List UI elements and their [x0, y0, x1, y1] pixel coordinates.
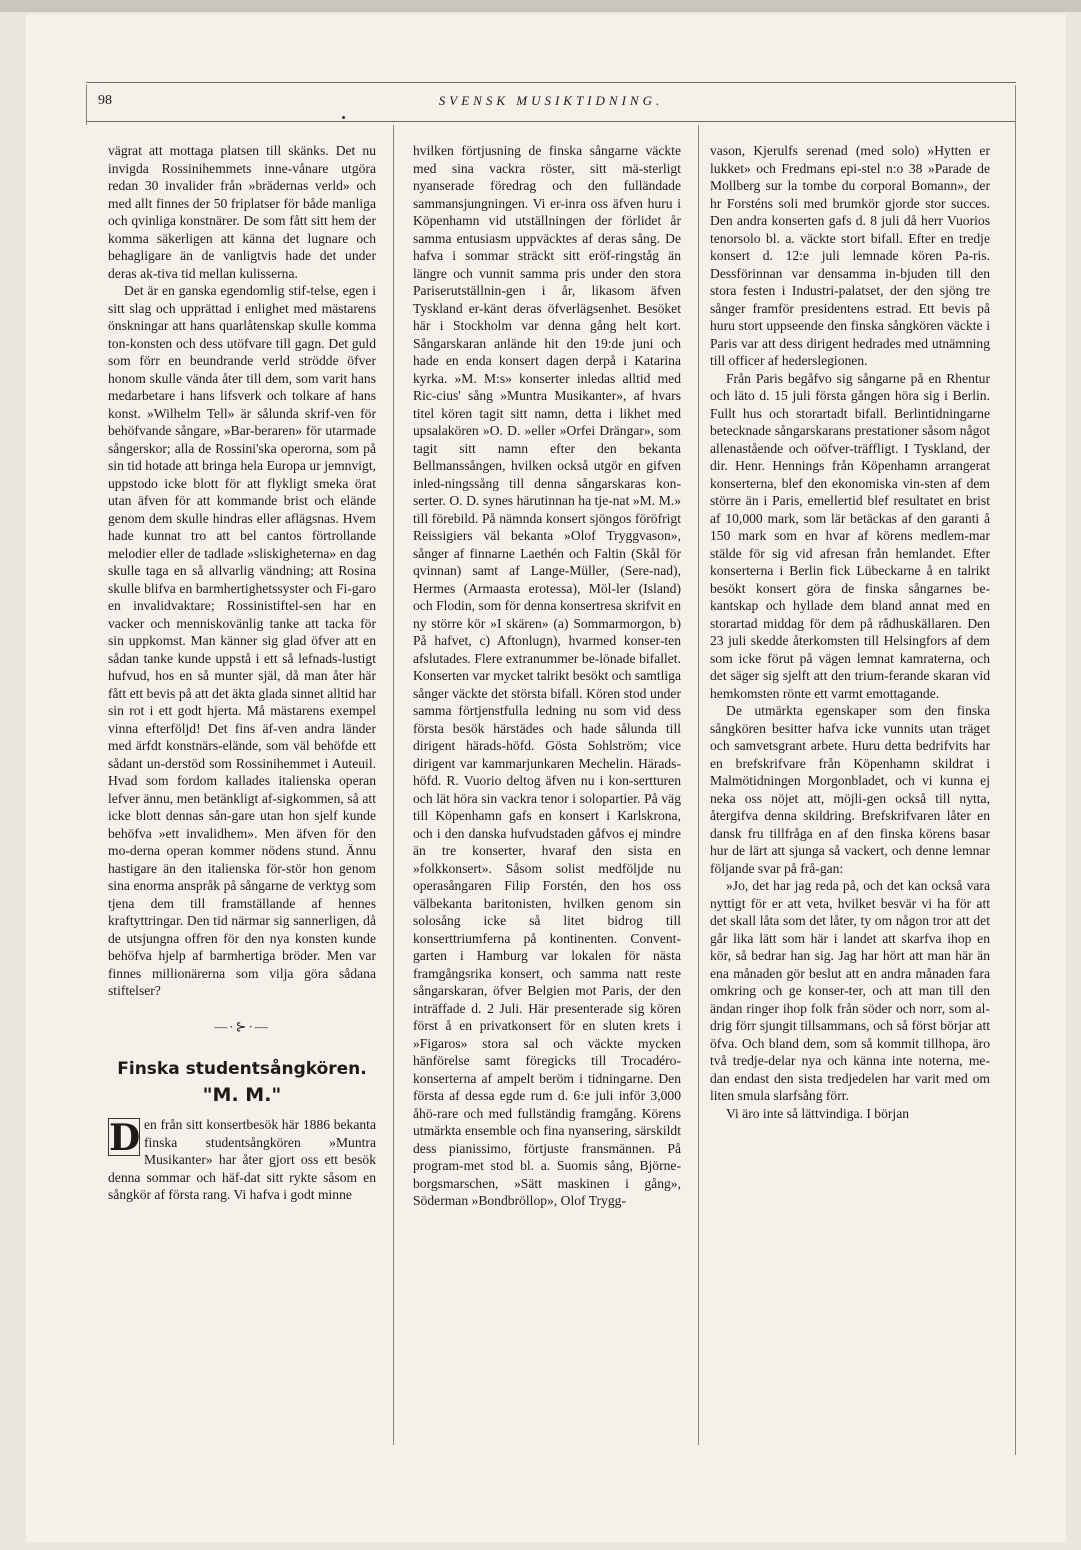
column-divider-1	[393, 125, 394, 1445]
paragraph: Vi äro inte så lättvindiga. I början	[726, 1105, 910, 1121]
column-2	[413, 142, 681, 1432]
drop-cap: D	[109, 1117, 141, 1159]
scan-top-band	[0, 0, 1081, 12]
paragraph: Det är en ganska egendomlig stif-telse, egen i sitt slag och upprättad i enlighet med mästarens önskningar att hans quarlåtenskap skulle komma ton-konsten och dess utöfvare till gagn. Det guld som förr en beundrande verld strödde öfver honom skulle vända åter till dem, som varit hans medarbetare i hans lifsverk och tolkare af hans konst. »Wilhelm Tell» är sålunda skrif-ven för behöfvande sångare, »Bar-beraren» för utarmade sångerskor; alla de Rossini'ska operorna, som på sin tid hotade att bringa hela Europa ur jemnvigt, uppstodo icke blott för att flykligt smeka örat utan äfven för att kommande brist och elände genom dem skulle hindras eller aflägsnas. Hvem hade kunnat tro att bel cantos förtrollande melodier eller de tadlade »sliskigheterna» en dag skulle taga en så allvarlig vändning; att Rosina skulle blifva en barmhertighetssyster och Fi-garo en invalidvaktare; Rossinistiftel-sen har en vacker och menniskovänlig tanke att tacka för sin uppkomst. Man känner sig glad öfver att en sådan tanke kunde uppstå i ett så lefnads-lustigt hufvud, hos en så munter själ, då man åter här fått ett bevis på att det äkta glada sinnet alltid har sin rot i ett godt hjerta. Må mästarens exempel vinna efterföljd! Det fins äf-ven andra länder med ärfdt konstnärs-elände, som väl behöfde ett sådant un-derstöd som Rossinihemmet i Auteuil. Hvad som fordom kallades italienska operan lefver ännu, men betänkligt af-sigkommen, så att icke blott dennas sån-gare utan hon sjelf kunde behöfva »ett invalidhem». Men äfven för den mo-derna operan kommer nödens stund. Ännu hastigare än den italienska för-stör hon genom sina enorma anspråk på sångarne de verktyg som tjena dem till framställande af hennes kraftyttringar. Den tid närmar sig sannerligen, då de utsjungna offren för den nya konsten kunde behöfva hjelp af barmhertiga bröder. Men var finnes millionärerna som vilja göra sådana stiftelser?	[108, 283, 376, 998]
paragraph: vason, Kjerulfs serenad (med solo) »Hytten er lukket» och Fredmans epi-stel n:o 38 »Parade de Mollberg sur la tombe du corporal Bomann», der hr Forsténs soli med brumkör gjorde stor succes. Den andra konserten gafs d. 8 juli då herr Vuorios tenorsolo bl. a. väckte stort bifall. Efter en tredje konsert d. 12:e juli lemnade kören Pa-ris. Dessförinnan var densamma in-bjuden till den stora festen i Industri-palatset, der den sjöng tre sånger framför presidentens estrad. Ett bevis på huru stort uppseende den finska sångkören väckte i Paris var att dess dirigent hedrades med utnämning till officer af hederslegionen.	[710, 143, 990, 368]
page-number: 98	[98, 93, 112, 108]
paragraph: De utmärkta egenskaper som den finska sångkören besitter hafva icke vunnits utan träget och samvetsgrant arbete. Huru detta bedrifvits har en brefskrifvare från Köpenhamn skildrat i Malmötidningen Morgonbladet, och vi kunna ej neka oss nöjet att, möjli-gen också till nytta, återgifva denna skildring. Brefskrifvaren låter en dansk fru tillfråga en af den finska körens basar hur de lärt att sjunga så vackert, och denne lemnar följande svar på frå-gan:	[710, 703, 990, 876]
article-subtitle: "M. M."	[202, 1083, 282, 1106]
left-border	[86, 85, 87, 125]
column-1	[108, 142, 376, 1442]
page-header	[86, 82, 1016, 123]
running-title: SVENSK MUSIKTIDNING.	[438, 93, 664, 108]
column-3	[710, 142, 990, 1432]
paragraph: Från Paris begåfvo sig sångarne på en Rhentur och läto d. 15 juli första gången höra sig i Berlin. Fullt hus och storartadt bifall. Berlintidningarne betecknade sångarskarans prestationer såsom något allenastående och oöfver-träffligt. I Tyskland, der dir. Henr. Hennings från Köpenhamn arrangerat konserterna, blef den ekonomiska vin-sten af dem större än i Paris, emellertid blef resultatet en brist af 10,000 mark, som lär betäckas af den garanti å 150 mark som en hvar af körens medlem-mar stälde för sig vid afresan från hemlandet. Efter konserterna i Berlin fick Lübeckarne å en talrikt besökt konsert göra de finska sångarnes be-kantskap och hyllade dem bland annat med en storartad middag för dem på rådhuskällaren. Den 23 juli skedde återkomsten till Helsingfors af dem som icke förut på vägen lemnat kamraterna, och det säger sig sjelft att den trium-ferande skaran vid hemkomsten rönte ett varmt emottagande.	[710, 370, 990, 701]
paragraph: »Jo, det har jag reda på, och det kan också vara nyttigt för er att veta, hvilket besvär vi ha för att det skall låta som det låter, ty om någon tror att det går lika lätt som här i landet att skarfva ihop en kör, så bedrar han sig. Jag har hört att man här än ena månaden gör beslut att en andra månaden fara omkring och ge konser-ter, och att man till den ändan ringer ihop folk från söder och norr, som al-drig förr sjungit tillsammans, och så först börjar att öfva. Och bland dem, som så kommit tillhopa, äro två tredje-delar nya och känna inte noterna, me-dan endast den sista tredjedelen har varit med om liten smula slarfsång förr.	[710, 878, 990, 1103]
header-dot	[342, 116, 345, 119]
right-border	[1015, 85, 1016, 1455]
article-opening-paragraph	[108, 1116, 376, 1204]
column-divider-2	[698, 125, 699, 1445]
article-title: Finska studentsångkören.	[117, 1059, 367, 1079]
paragraph: vägrat att mottaga platsen till skänks. Det nu invigda Rossinihemmets inne-vånare utgöra redan 30 invalider från »brädernas verld» och med allt finnes der 50 friplatser för både manliga och qvinliga konstnärer. De som fått sitt hem der komma säkerligen att känna det lugnare och behagligare än de vanligtvis hade det under deras ak-tiva tid mellan kulisserna.	[108, 143, 376, 281]
paragraph: hvilken förtjusning de finska sångarne väckte med sina vackra röster, sitt mä-sterligt nyanserade föredrag och den fulländade sammansjungningen. Vi er-inra oss äfven huru i Köpenhamn vid utställningen der förlidet år samma entusiasm uppväcktes af deras sång. De hafva i sommar sträckt sitt eröf-ringståg än längre och vunnit samma pris under den stora Pariserutställnin-gen i år, likasom äfven Tyskland er-känt deras öfverlägsenhet. Besöket här i Stockholm var denna gång helt kort. Sångarskaran anlände hit den 19:de juni och hade en enda konsert dagen derpå i Katarina kyrka. »M. M:s» konserter inledas alltid med Ric-cius' sång »Muntra Musikanter», af hvars titel kören tagit sitt namn, detta i likhet med upsalakören »O. D. »eller »Orfei Drängar», som tagit sitt namn efter den bekanta Bellmanssången, hvilken också utgör en gifven inled-ningssång till denna sångarskaras kon-serter. O. D. synes härutinnan ha tje-nat »M. M.» till förebild. På nämnda konsert sjöngos föröfrigt Reissigiers väl bekanta »Olof Tryggvason», sånger af finnarne Laethén och Faltin (Skål för qvinnan) samt af Lange-Müller, (Sere-nad), Hermes (Armaasta erotessa), Möl-ler (Island) och Flodin, som för denna konsertresa skrifvit en ny större kör »I skären» (a) Sommarmorgon, b) På hafvet, c) Aftonlugn), hvarmed konser-ten afslutades. Flere extranummer be-lönade bifallet. Konserten var mycket talrikt besökt och samtliga sånger väckte det största bifall. Kören stod under samma förtjenstfulla ledning nu som vid dess första besök härstädes och hade sålunda till dirigent härads-höfd. Gösta Sohlström; vice dirigent var kammarjunkaren Mechelin. Härads-höfd. R. Vuorio deltog äfven nu i kon-sertturen och lät höra sin vackra tenor i solopartier. På väg till Köpenhamn gafs en konsert i Karlskrona, och i den danska hufvudstaden gåfvos ej mindre än tre konserter, hvaraf den sista en »folkkonsert». Såsom solist medföljde nu operasångaren Filip Forstén, den hos oss välbekanta baritonisten, hvilken genom sin solosång icke så litet bidrog till konserttriumferna på kontinenten. Convent-garten i Hamburg var lokalen för nästa framgångsrika konsert, och samma natt reste sångarskaran, öfver Belgien mot Paris, der den inträffade d. 2 Juli. Här presenterade sig kören först å en privatkonsert för en sluten krets i »Figaros» stora sal och väckte mycken hänförelse samt föregicks till Trocadéro-konserterna af ampelt beröm i tidningarne. Den första af dessa egde rum d. 6:e juli inför 3,000 åhö-rare och med fullständig framgång. Körens utmärkta ensemble och fina nyansering, särskildt dess pianissimo, förtjuste fransmännen. På program-met stod bl. a. Suomis sång, Björne-borgsmarschen, »Sätt maskinen i gång», Söderman »Bondbröllop», Olof Trygg-	[413, 143, 681, 1208]
header-rule	[86, 121, 1016, 122]
section-ornament: —·⊱·—	[214, 1018, 270, 1034]
article-opening-text: en från sitt konsertbesök här 1886 bekanta finska studentsångkören »Muntra Musikanter» har åter gjort oss ett besök denna sommar och häf-dat sitt rykte såsom en sångkör af första rang. Vi hafva i godt minne	[108, 1117, 376, 1202]
